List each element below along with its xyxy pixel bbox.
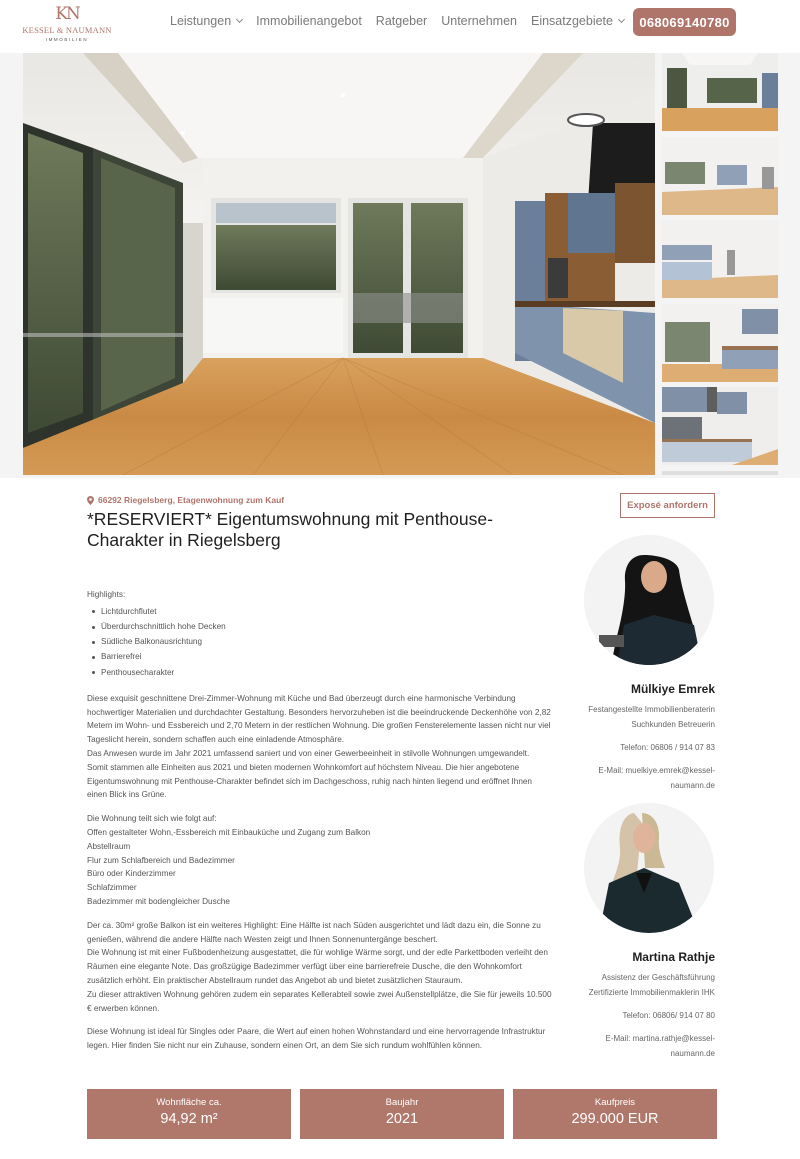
thumbnail[interactable]	[662, 137, 778, 215]
chevron-down-icon	[236, 16, 243, 23]
nav-item-immobilienangebot[interactable]: Immobilienangebot	[256, 14, 362, 28]
list-item: Südliche Balkonausrichtung	[100, 634, 552, 649]
room-item: Badezimmer mit bodengleicher Dusche	[87, 896, 230, 906]
fact-year-built: Baujahr 2021	[300, 1089, 504, 1139]
agent-email-cont[interactable]: naumann.de	[670, 1049, 715, 1058]
thumbnail[interactable]	[662, 304, 778, 382]
list-item: Barrierefrei	[100, 649, 552, 664]
room-item: Büro oder Kinderzimmer	[87, 869, 176, 879]
agent-role: Assistenz der Geschäftsführung	[601, 973, 715, 982]
agent-phone[interactable]: Telefon: 06806/ 914 07 80	[622, 1011, 715, 1020]
site-header	[0, 0, 800, 53]
logo[interactable]	[22, 6, 112, 46]
highlights-label: Highlights:	[87, 590, 126, 599]
agent-name: Martina Rathje	[632, 950, 715, 964]
main-image[interactable]	[23, 53, 655, 475]
thumbnail[interactable]	[662, 53, 778, 131]
room-item: Abstellraum	[87, 841, 131, 851]
list-item: Lichtdurchflutet	[100, 604, 552, 619]
agent-phone[interactable]: Telefon: 06806 / 914 07 83	[620, 743, 715, 752]
agent-name: Mülkiye Emrek	[630, 682, 715, 696]
description-paragraph: Diese exquisit geschnittene Drei-Zimmer-Wohnung mit Küche und Bad überzeugt durch eine harmonische Verbindung hochwertiger Materialien und durchdachter Gestaltung. Besonders hervorzuheben ist die beeindruckende Deckenhöhe von 2,82 Metern im Wohn- und Essbereich und 2,70 Metern in der restlichen Wohnung. Die großen Fensterelemente lassen nicht nur viel Tageslicht herein, sondern schaffen auch eine einladende Atmosphäre. Das Anwesen wurde im Jahr 2021 umfassend saniert und von einer Gewerbeeinheit in stilvolle Wohnungen umgewandelt. Somit stammen alle Einheiten aus 2021 und bieten modernen Wohnkomfort auf höchstem Niveau. Die hier angebotene Eigentumswohnung mit Penthouse-Charakter befindet sich im Dachgeschoss, ruhig nach hinten liegend und eröffnet Ihnen einen Blick ins Grüne.	[87, 693, 551, 800]
highlights-list	[100, 604, 552, 680]
description-paragraph: Diese Wohnung ist ideal für Singles oder Paare, die Wert auf einen hohen Wohnstandard und eine hervorragende Infrastruktur legen. Hier finden Sie nicht nur ein Zuhause, sondern einen Ort, an dem Sie sich rundum wohlfühlen können.	[87, 1027, 546, 1051]
logo-subtitle: IMMOBILIEN	[45, 37, 89, 42]
list-item: Überdurchschnittlich hohe Decken	[100, 619, 552, 634]
listing-title: *RESERVIERT* Eigentumswohnung mit Penthouse-Charakter in Riegelsberg	[87, 509, 493, 550]
logo-name: KESSEL & NAUMANN	[22, 25, 112, 35]
fact-price: Kaufpreis 299.000 EUR	[513, 1089, 717, 1139]
agent-card-emrek	[565, 682, 715, 793]
list-item: Penthousecharakter	[100, 665, 552, 680]
fact-living-area: Wohnfläche ca. 94,92 m²	[87, 1089, 291, 1139]
main-nav	[170, 14, 624, 28]
agent-card-rathje	[565, 950, 715, 1061]
nav-item-einsatzgebiete[interactable]: Einsatzgebiete	[531, 14, 624, 28]
agent-role: Festangestellte Immobilienberaterin	[588, 705, 715, 714]
thumbnail[interactable]	[662, 471, 778, 476]
nav-item-leistungen[interactable]: Leistungen	[170, 14, 242, 28]
image-gallery	[0, 53, 800, 478]
agent-role: Zertifizierte Immobilienmaklerin IHK	[588, 988, 715, 997]
thumbnail[interactable]	[662, 220, 778, 298]
thumbnail[interactable]	[662, 387, 778, 465]
description-paragraph: Der ca. 30m² große Balkon ist ein weiteres Highlight: Eine Hälfte ist nach Süden ausgerichtet und lädt dazu ein, die Sonne zu genießen, während die andere Hälfte nach Westen zeigt und Ihnen Sonnenuntergänge beschert. Die Wohnung ist mit einer Fußbodenheizung ausgestattet, die für wohlige Wärme sorgt, und der edle Parkettboden verleiht den Räumen eine elegante Note. Das großzügige Badezimmer verfügt über eine barrierefreie Dusche, die den Wohnkomfort zusätzlich erhöht. Ein praktischer Abstellraum rundet das Angebot ab und bietet zusätzlichen Stauraum. Zu dieser attraktiven Wohnung gehören zudem ein separates Kellerabteil sowie zwei Außenstellplätze, die Sie für jeweils 10.500 € erwerben können.	[87, 920, 552, 1013]
room-item: Schlafzimmer	[87, 883, 137, 893]
agent-role: Suchkunden Betreuerin	[631, 720, 715, 729]
room-item: Offen gestalteter Wohn,-Essbereich mit Einbauküche und Zugang zum Balkon	[87, 827, 371, 837]
agent-photo-emrek	[584, 535, 714, 665]
nav-item-ratgeber[interactable]: Ratgeber	[375, 14, 428, 28]
room-item: Flur zum Schlafbereich und Badezimmer	[87, 855, 235, 865]
listing-description	[87, 588, 552, 1053]
agent-email[interactable]: E-Mail: muelkiye.emrek@kessel-	[598, 766, 715, 775]
location-text: 66292 Riegelsberg, Etagenwohnung zum Kauf	[98, 495, 285, 505]
room-layout: Die Wohnung teilt sich wie folgt auf: Offen gestalteter Wohn,-Essbereich mit Einbauküche und Zugang zum Balkon Abstellraum Flur zum Schlafbereich und Badezimmer Büro oder Kinderzimmer Schlafzimmer Badezimmer mit bodengleicher Dusche	[87, 812, 552, 909]
nav-item-unternehmen[interactable]: Unternehmen	[441, 14, 517, 28]
thumbnail-strip	[662, 53, 779, 475]
chevron-down-icon	[618, 16, 625, 23]
logo-mark: KN	[55, 4, 79, 24]
phone-button[interactable]: 068069140780	[633, 8, 736, 36]
request-expose-button[interactable]: Exposé anfordern	[620, 493, 715, 518]
map-pin-icon	[87, 496, 94, 505]
agent-email[interactable]: E-Mail: martina.rathje@kessel-	[605, 1034, 715, 1043]
agent-email-cont[interactable]: naumann.de	[670, 781, 715, 790]
agent-photo-rathje	[584, 803, 714, 933]
location-line	[87, 495, 284, 505]
key-facts	[87, 1089, 717, 1139]
